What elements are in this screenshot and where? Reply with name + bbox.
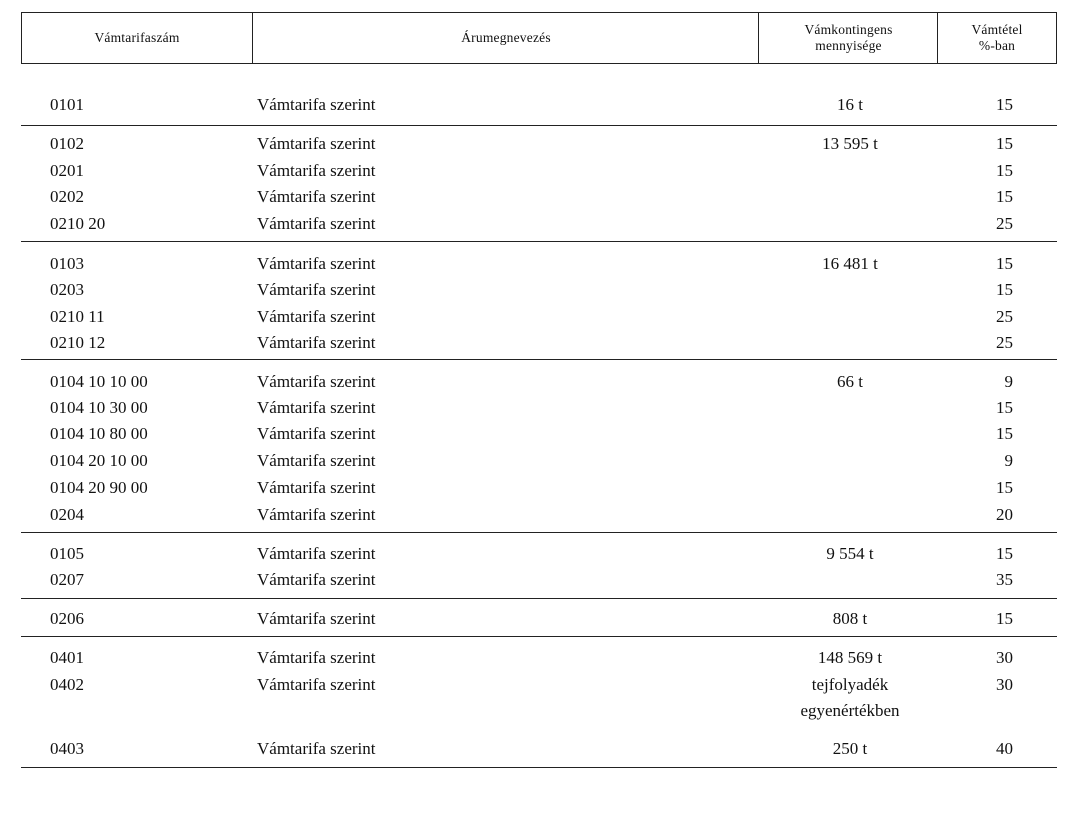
duty-rate: 15 xyxy=(996,187,1013,206)
goods-description: Vámtarifa szerint xyxy=(257,739,376,758)
tariff-code: 0403 xyxy=(50,739,84,758)
table-header xyxy=(21,12,1057,64)
duty-rate: 15 xyxy=(996,280,1013,299)
table-row xyxy=(0,502,1085,528)
duty-rate: 9 xyxy=(1004,451,1013,470)
quota-amount: 16 t xyxy=(837,95,863,114)
header-code-label: Vámtarifaszám xyxy=(94,30,180,45)
tariff-code: 0210 20 xyxy=(50,214,106,233)
table-row xyxy=(0,304,1085,330)
goods-description: Vámtarifa szerint xyxy=(257,451,376,470)
table-row xyxy=(0,672,1085,720)
duty-rate: 15 xyxy=(996,544,1013,563)
goods-description: Vámtarifa szerint xyxy=(257,675,376,694)
tariff-code: 0104 10 80 00 xyxy=(50,424,148,443)
header-rate-line-2: %-ban xyxy=(978,38,1016,53)
group-divider xyxy=(21,532,1057,533)
quota-amount: 13 595 t xyxy=(822,134,878,153)
goods-description: Vámtarifa szerint xyxy=(257,372,376,391)
quota-amount: tejfolyadék egyenértékben xyxy=(800,675,900,720)
table-row xyxy=(0,92,1085,118)
goods-description: Vámtarifa szerint xyxy=(257,254,376,273)
tariff-code: 0202 xyxy=(50,187,84,206)
duty-rate: 15 xyxy=(996,424,1013,443)
quota-amount: 250 t xyxy=(832,739,868,758)
duty-rate: 25 xyxy=(996,214,1013,233)
goods-description: Vámtarifa szerint xyxy=(257,544,376,563)
goods-description: Vámtarifa szerint xyxy=(257,95,376,114)
quota-amount: 16 481 t xyxy=(822,254,878,273)
tariff-code: 0203 xyxy=(50,280,84,299)
duty-rate: 25 xyxy=(996,307,1013,326)
table-row xyxy=(0,448,1085,474)
table-row xyxy=(0,330,1085,356)
table-row xyxy=(0,211,1085,237)
duty-rate: 9 xyxy=(1004,372,1013,391)
header-description xyxy=(252,13,759,63)
goods-description: Vámtarifa szerint xyxy=(257,187,376,206)
duty-rate: 25 xyxy=(996,333,1013,352)
goods-description: Vámtarifa szerint xyxy=(257,478,376,497)
goods-description: Vámtarifa szerint xyxy=(257,307,376,326)
duty-rate: 30 xyxy=(996,648,1013,667)
duty-rate: 15 xyxy=(996,134,1013,153)
tariff-code: 0102 xyxy=(50,134,84,153)
header-rate-line-1: Vámtétel xyxy=(971,22,1023,37)
table-row xyxy=(0,251,1085,277)
tariff-code: 0207 xyxy=(50,570,84,589)
table-row xyxy=(0,541,1085,567)
group-divider xyxy=(21,598,1057,599)
header-code xyxy=(22,13,252,63)
duty-rate: 15 xyxy=(996,398,1013,417)
table-row xyxy=(0,158,1085,184)
tariff-code: 0101 xyxy=(50,95,84,114)
group-divider xyxy=(21,636,1057,637)
tariff-code: 0104 10 30 00 xyxy=(50,398,148,417)
tariff-code: 0104 10 10 00 xyxy=(50,372,148,391)
duty-rate: 40 xyxy=(996,739,1013,758)
duty-rate: 15 xyxy=(996,478,1013,497)
tariff-code: 0104 20 10 00 xyxy=(50,451,148,470)
quota-amount: 9 554 t xyxy=(826,544,874,563)
table-row xyxy=(0,395,1085,421)
goods-description: Vámtarifa szerint xyxy=(257,424,376,443)
tariff-code: 0105 xyxy=(50,544,84,563)
header-quota-line-1: Vámkontingens xyxy=(804,22,893,37)
table-row xyxy=(0,736,1085,762)
table-row xyxy=(0,369,1085,395)
group-divider xyxy=(21,359,1057,360)
quota-amount: 66 t xyxy=(837,372,863,391)
table-row xyxy=(0,131,1085,157)
tariff-code: 0206 xyxy=(50,609,84,628)
duty-rate: 15 xyxy=(996,161,1013,180)
group-divider xyxy=(21,241,1057,242)
duty-rate: 35 xyxy=(996,570,1013,589)
duty-rate: 15 xyxy=(996,95,1013,114)
quota-amount: 148 569 t xyxy=(817,648,883,667)
table-row xyxy=(0,184,1085,210)
group-divider xyxy=(21,767,1057,768)
tariff-code: 0103 xyxy=(50,254,84,273)
goods-description: Vámtarifa szerint xyxy=(257,333,376,352)
table-row xyxy=(0,645,1085,671)
table-row xyxy=(0,421,1085,447)
duty-rate: 20 xyxy=(996,505,1013,524)
duty-rate: 15 xyxy=(996,254,1013,273)
tariff-code: 0210 11 xyxy=(50,307,105,326)
goods-description: Vámtarifa szerint xyxy=(257,505,376,524)
duty-rate: 15 xyxy=(996,609,1013,628)
header-quota xyxy=(758,13,938,63)
group-divider xyxy=(21,125,1057,126)
goods-description: Vámtarifa szerint xyxy=(257,280,376,299)
goods-description: Vámtarifa szerint xyxy=(257,398,376,417)
tariff-code: 0401 xyxy=(50,648,84,667)
tariff-code: 0402 xyxy=(50,675,84,694)
goods-description: Vámtarifa szerint xyxy=(257,214,376,233)
table-row xyxy=(0,567,1085,593)
goods-description: Vámtarifa szerint xyxy=(257,134,376,153)
duty-rate: 30 xyxy=(996,675,1013,694)
table-row xyxy=(0,277,1085,303)
tariff-code: 0210 12 xyxy=(50,333,106,352)
tariff-code: 0104 20 90 00 xyxy=(50,478,148,497)
goods-description: Vámtarifa szerint xyxy=(257,609,376,628)
goods-description: Vámtarifa szerint xyxy=(257,648,376,667)
tariff-code: 0204 xyxy=(50,505,84,524)
goods-description: Vámtarifa szerint xyxy=(257,570,376,589)
header-quota-line-2: mennyisége xyxy=(815,38,882,53)
header-rate xyxy=(937,13,1056,63)
tariff-code: 0201 xyxy=(50,161,84,180)
header-description-label: Árumegnevezés xyxy=(461,30,551,45)
quota-amount: 808 t xyxy=(832,609,868,628)
table-row xyxy=(0,475,1085,501)
goods-description: Vámtarifa szerint xyxy=(257,161,376,180)
table-row xyxy=(0,606,1085,632)
